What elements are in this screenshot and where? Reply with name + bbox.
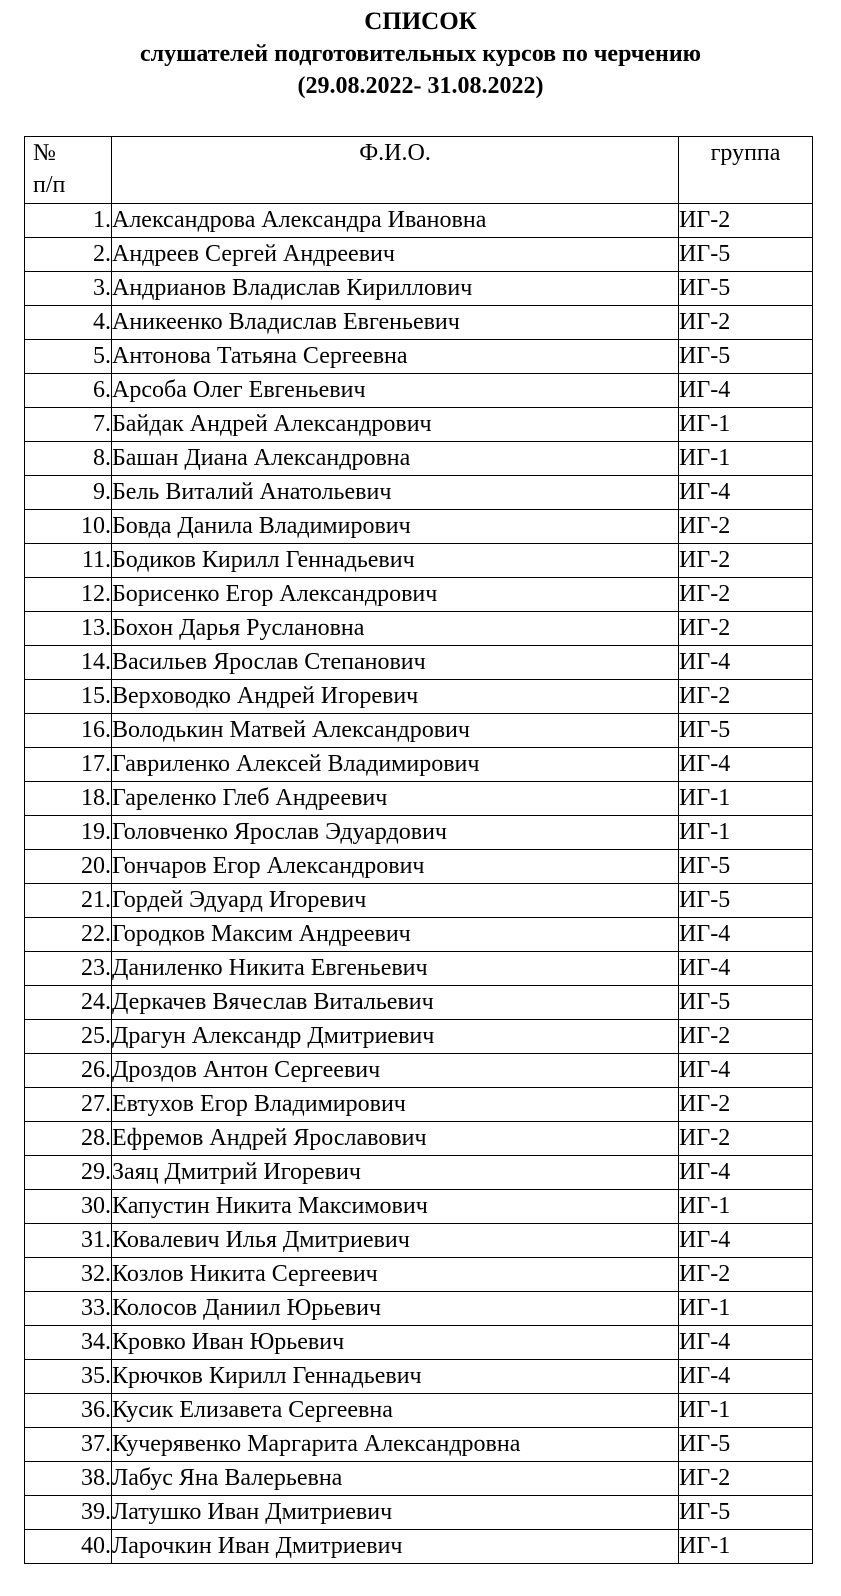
table-row xyxy=(25,1326,813,1360)
row-group: ИГ-2 xyxy=(679,306,813,340)
header-number-symbol: № xyxy=(33,140,56,166)
row-number: 26. xyxy=(25,1054,112,1088)
row-number: 10. xyxy=(25,510,112,544)
row-full-name: Бель Виталий Анатольевич xyxy=(112,476,679,510)
table-row xyxy=(25,1224,813,1258)
row-number: 22. xyxy=(25,918,112,952)
row-number: 37. xyxy=(25,1428,112,1462)
row-group: ИГ-5 xyxy=(679,272,813,306)
row-number: 5. xyxy=(25,340,112,374)
table-row xyxy=(25,442,813,476)
row-group: ИГ-1 xyxy=(679,782,813,816)
row-number: 28. xyxy=(25,1122,112,1156)
table-row xyxy=(25,1428,813,1462)
participants-table xyxy=(24,136,813,1564)
row-number: 24. xyxy=(25,986,112,1020)
row-group: ИГ-2 xyxy=(679,1020,813,1054)
row-full-name: Ефремов Андрей Ярославович xyxy=(112,1122,679,1156)
row-group: ИГ-4 xyxy=(679,1360,813,1394)
row-number: 6. xyxy=(25,374,112,408)
row-full-name: Бовда Данила Владимирович xyxy=(112,510,679,544)
table-header-row xyxy=(25,137,813,204)
row-full-name: Гончаров Егор Александрович xyxy=(112,850,679,884)
row-number: 17. xyxy=(25,748,112,782)
row-number: 11. xyxy=(25,544,112,578)
row-group: ИГ-1 xyxy=(679,408,813,442)
row-full-name: Аникеенко Владислав Евгеньевич xyxy=(112,306,679,340)
row-group: ИГ-2 xyxy=(679,612,813,646)
row-number: 32. xyxy=(25,1258,112,1292)
row-number: 2. xyxy=(25,238,112,272)
row-group: ИГ-5 xyxy=(679,986,813,1020)
row-full-name: Деркачев Вячеслав Витальевич xyxy=(112,986,679,1020)
row-group: ИГ-5 xyxy=(679,340,813,374)
row-number: 18. xyxy=(25,782,112,816)
table-row xyxy=(25,884,813,918)
row-number: 16. xyxy=(25,714,112,748)
table-row xyxy=(25,850,813,884)
document-title xyxy=(0,6,841,102)
table-row xyxy=(25,476,813,510)
row-group: ИГ-4 xyxy=(679,476,813,510)
row-full-name: Бохон Дарья Руслановна xyxy=(112,612,679,646)
row-full-name: Головченко Ярослав Эдуардович xyxy=(112,816,679,850)
header-number xyxy=(25,137,112,204)
row-full-name: Дроздов Антон Сергеевич xyxy=(112,1054,679,1088)
row-full-name: Козлов Никита Сергеевич xyxy=(112,1258,679,1292)
table-row xyxy=(25,952,813,986)
row-group: ИГ-2 xyxy=(679,1462,813,1496)
table-row xyxy=(25,816,813,850)
row-number: 14. xyxy=(25,646,112,680)
row-group: ИГ-2 xyxy=(679,544,813,578)
row-group: ИГ-4 xyxy=(679,1156,813,1190)
title-heading: СПИСОК xyxy=(364,8,477,35)
row-full-name: Верховодко Андрей Игоревич xyxy=(112,680,679,714)
row-full-name: Колосов Даниил Юрьевич xyxy=(112,1292,679,1326)
table-row xyxy=(25,408,813,442)
table-row xyxy=(25,1190,813,1224)
table-row xyxy=(25,578,813,612)
row-full-name: Бодиков Кирилл Геннадьевич xyxy=(112,544,679,578)
row-group: ИГ-2 xyxy=(679,510,813,544)
table-row xyxy=(25,306,813,340)
table-row xyxy=(25,544,813,578)
row-number: 36. xyxy=(25,1394,112,1428)
header-number-abbrev: п/п xyxy=(33,172,66,198)
row-number: 33. xyxy=(25,1292,112,1326)
table-row xyxy=(25,646,813,680)
row-group: ИГ-4 xyxy=(679,918,813,952)
row-full-name: Ковалевич Илья Дмитриевич xyxy=(112,1224,679,1258)
row-number: 12. xyxy=(25,578,112,612)
row-number: 40. xyxy=(25,1530,112,1564)
row-full-name: Башан Диана Александровна xyxy=(112,442,679,476)
row-group: ИГ-1 xyxy=(679,1530,813,1564)
header-name: Ф.И.О. xyxy=(112,137,679,204)
table-row xyxy=(25,1292,813,1326)
row-group: ИГ-5 xyxy=(679,1496,813,1530)
row-number: 34. xyxy=(25,1326,112,1360)
row-number: 31. xyxy=(25,1224,112,1258)
row-full-name: Гавриленко Алексей Владимирович xyxy=(112,748,679,782)
table-row xyxy=(25,748,813,782)
row-number: 25. xyxy=(25,1020,112,1054)
row-full-name: Даниленко Никита Евгеньевич xyxy=(112,952,679,986)
table-row xyxy=(25,782,813,816)
row-full-name: Васильев Ярослав Степанович xyxy=(112,646,679,680)
row-number: 15. xyxy=(25,680,112,714)
row-full-name: Александрова Александра Ивановна xyxy=(112,204,679,238)
row-number: 7. xyxy=(25,408,112,442)
row-group: ИГ-5 xyxy=(679,884,813,918)
row-group: ИГ-1 xyxy=(679,1292,813,1326)
table-row xyxy=(25,1360,813,1394)
table-row xyxy=(25,1122,813,1156)
header-group: группа xyxy=(679,137,813,204)
row-group: ИГ-5 xyxy=(679,714,813,748)
table-body xyxy=(25,204,813,1564)
row-group: ИГ-2 xyxy=(679,680,813,714)
row-group: ИГ-5 xyxy=(679,238,813,272)
row-full-name: Кусик Елизавета Сергеевна xyxy=(112,1394,679,1428)
table-row xyxy=(25,204,813,238)
row-full-name: Кучерявенко Маргарита Александровна xyxy=(112,1428,679,1462)
table-row xyxy=(25,986,813,1020)
row-group: ИГ-1 xyxy=(679,1190,813,1224)
row-group: ИГ-2 xyxy=(679,1258,813,1292)
row-group: ИГ-2 xyxy=(679,578,813,612)
row-number: 29. xyxy=(25,1156,112,1190)
table-row xyxy=(25,340,813,374)
row-group: ИГ-4 xyxy=(679,1224,813,1258)
table-row xyxy=(25,680,813,714)
row-full-name: Крючков Кирилл Геннадьевич xyxy=(112,1360,679,1394)
table-row xyxy=(25,1020,813,1054)
row-full-name: Арсоба Олег Евгеньевич xyxy=(112,374,679,408)
row-full-name: Заяц Дмитрий Игоревич xyxy=(112,1156,679,1190)
row-full-name: Капустин Никита Максимович xyxy=(112,1190,679,1224)
row-group: ИГ-1 xyxy=(679,442,813,476)
table-row xyxy=(25,1530,813,1564)
title-date-range: (29.08.2022- 31.08.2022) xyxy=(297,73,544,99)
row-full-name: Драгун Александр Дмитриевич xyxy=(112,1020,679,1054)
row-number: 39. xyxy=(25,1496,112,1530)
row-number: 30. xyxy=(25,1190,112,1224)
row-group: ИГ-1 xyxy=(679,1394,813,1428)
row-group: ИГ-2 xyxy=(679,1122,813,1156)
row-number: 8. xyxy=(25,442,112,476)
table-row xyxy=(25,510,813,544)
row-number: 13. xyxy=(25,612,112,646)
row-full-name: Гареленко Глеб Андреевич xyxy=(112,782,679,816)
row-number: 35. xyxy=(25,1360,112,1394)
row-number: 21. xyxy=(25,884,112,918)
row-number: 19. xyxy=(25,816,112,850)
row-group: ИГ-5 xyxy=(679,850,813,884)
table-row xyxy=(25,1258,813,1292)
table-row xyxy=(25,374,813,408)
row-number: 3. xyxy=(25,272,112,306)
row-group: ИГ-4 xyxy=(679,748,813,782)
row-full-name: Гордей Эдуард Игоревич xyxy=(112,884,679,918)
table-row xyxy=(25,272,813,306)
row-group: ИГ-4 xyxy=(679,374,813,408)
table-row xyxy=(25,1156,813,1190)
table-row xyxy=(25,1394,813,1428)
row-full-name: Лабус Яна Валерьевна xyxy=(112,1462,679,1496)
table-row xyxy=(25,918,813,952)
row-group: ИГ-4 xyxy=(679,952,813,986)
row-group: ИГ-5 xyxy=(679,1428,813,1462)
row-full-name: Кровко Иван Юрьевич xyxy=(112,1326,679,1360)
table-row xyxy=(25,714,813,748)
title-subheading: слушателей подготовительных курсов по черчению xyxy=(139,41,702,67)
table-row xyxy=(25,1054,813,1088)
row-number: 20. xyxy=(25,850,112,884)
row-number: 23. xyxy=(25,952,112,986)
row-full-name: Евтухов Егор Владимирович xyxy=(112,1088,679,1122)
table-row xyxy=(25,1088,813,1122)
row-full-name: Андреев Сергей Андреевич xyxy=(112,238,679,272)
table-row xyxy=(25,1496,813,1530)
row-full-name: Ларочкин Иван Дмитриевич xyxy=(112,1530,679,1564)
row-full-name: Андрианов Владислав Кириллович xyxy=(112,272,679,306)
row-number: 38. xyxy=(25,1462,112,1496)
row-group: ИГ-4 xyxy=(679,646,813,680)
row-number: 9. xyxy=(25,476,112,510)
row-number: 1. xyxy=(25,204,112,238)
row-number: 4. xyxy=(25,306,112,340)
row-number: 27. xyxy=(25,1088,112,1122)
row-full-name: Латушко Иван Дмитриевич xyxy=(112,1496,679,1530)
row-full-name: Антонова Татьяна Сергеевна xyxy=(112,340,679,374)
row-group: ИГ-4 xyxy=(679,1326,813,1360)
row-full-name: Городков Максим Андреевич xyxy=(112,918,679,952)
row-group: ИГ-2 xyxy=(679,1088,813,1122)
row-full-name: Володькин Матвей Александрович xyxy=(112,714,679,748)
row-group: ИГ-1 xyxy=(679,816,813,850)
table-row xyxy=(25,612,813,646)
row-full-name: Байдак Андрей Александрович xyxy=(112,408,679,442)
row-full-name: Борисенко Егор Александрович xyxy=(112,578,679,612)
table-row xyxy=(25,238,813,272)
row-group: ИГ-2 xyxy=(679,204,813,238)
row-group: ИГ-4 xyxy=(679,1054,813,1088)
table-row xyxy=(25,1462,813,1496)
